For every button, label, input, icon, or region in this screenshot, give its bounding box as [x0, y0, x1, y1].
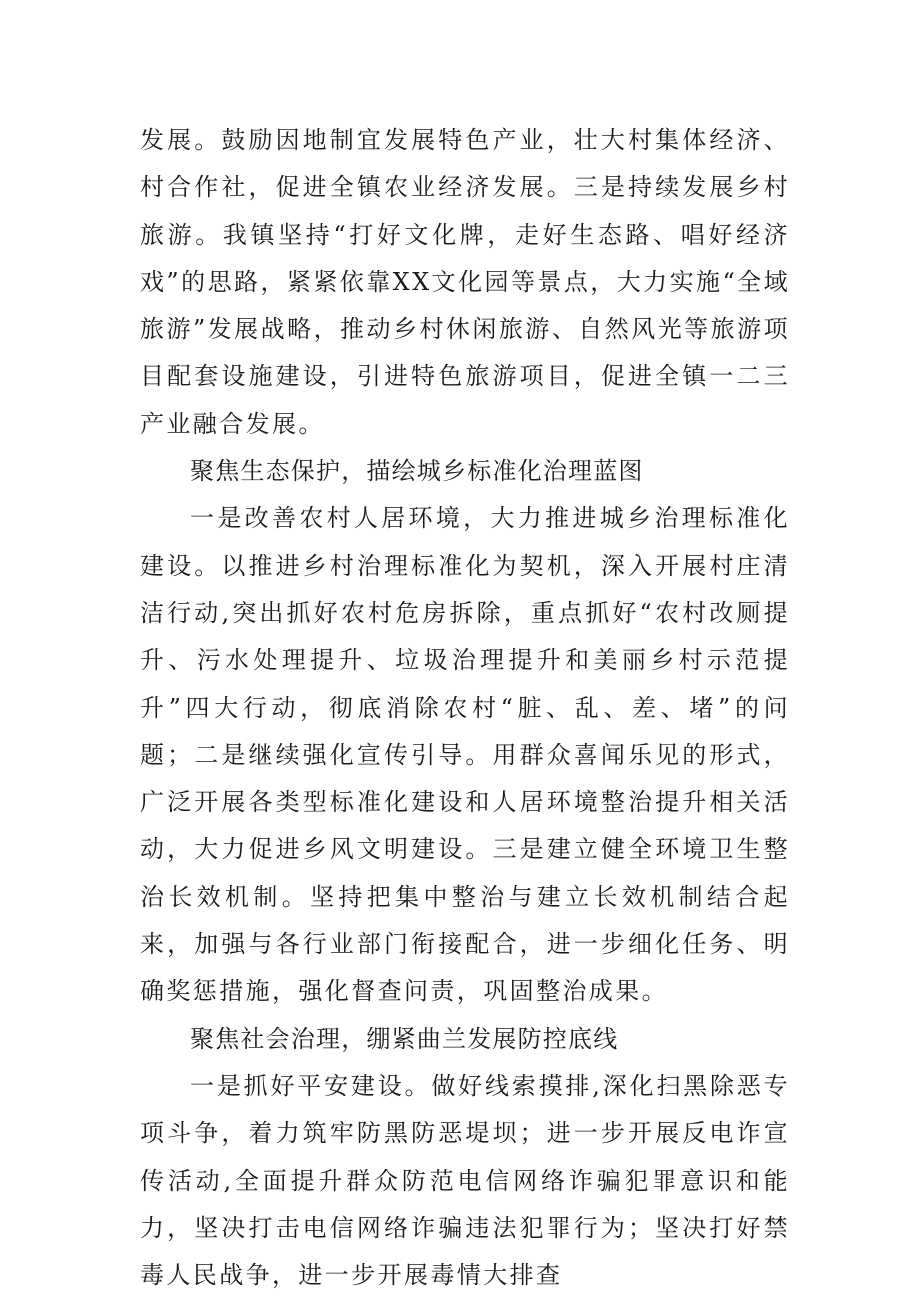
paragraph-social-governance: 一是抓好平安建设。做好线索摸排,深化扫黑除恶专项斗争，着力筑牢防黑防恶堤坝；进一步开展反电诈宣传活动,全面提升群众防范电信网络诈骗犯罪意识和能力，坚决打击电信网络诈骗违法犯罪行为；坚决打好禁毒人民战争，进一步开展毒情大排查 [140, 1071, 790, 1290]
paragraph-tourism: 发展。鼓励因地制宜发展特色产业，壮大村集体经济、村合作社，促进全镇农业经济发展。三是持续发展乡村旅游。我镇坚持“打好文化牌，走好生态路、唱好经济戏”的思路，紧紧依靠XX文化园等景点，大力实施“全域旅游”发展战略，推动乡村休闲旅游、自然风光等旅游项目配套设施建设，引进特色旅游项目，促进全镇一二三产业融合发展。 [140, 126, 790, 438]
document-body [140, 117, 790, 1299]
paragraph-ecology: 一是改善农村人居环境，大力推进城乡治理标准化建设。以推进乡村治理标准化为契机，深入开展村庄清洁行动,突出抓好农村危房拆除，重点抓好“农村改厕提升、污水处理提升、垃圾治理提升和美丽乡村示范提升”四大行动，彻底消除农村“脏、乱、差、堵”的问题；二是继续强化宣传引导。用群众喜闻乐见的形式，广泛开展各类型标准化建设和人居环境整治提升相关活动，大力促进乡风文明建设。三是建立健全环境卫生整治长效机制。坚持把集中整治与建立长效机制结合起来，加强与各行业部门衔接配合，进一步细化任务、明确奖惩措施，强化督查问责，巩固整治成果。 [140, 504, 790, 1006]
section-heading-social-governance: 聚焦社会治理，绷紧曲兰发展防控底线 [190, 1024, 619, 1053]
section-heading-ecology: 聚焦生态保护，描绘城乡标准化治理蓝图 [190, 457, 644, 486]
